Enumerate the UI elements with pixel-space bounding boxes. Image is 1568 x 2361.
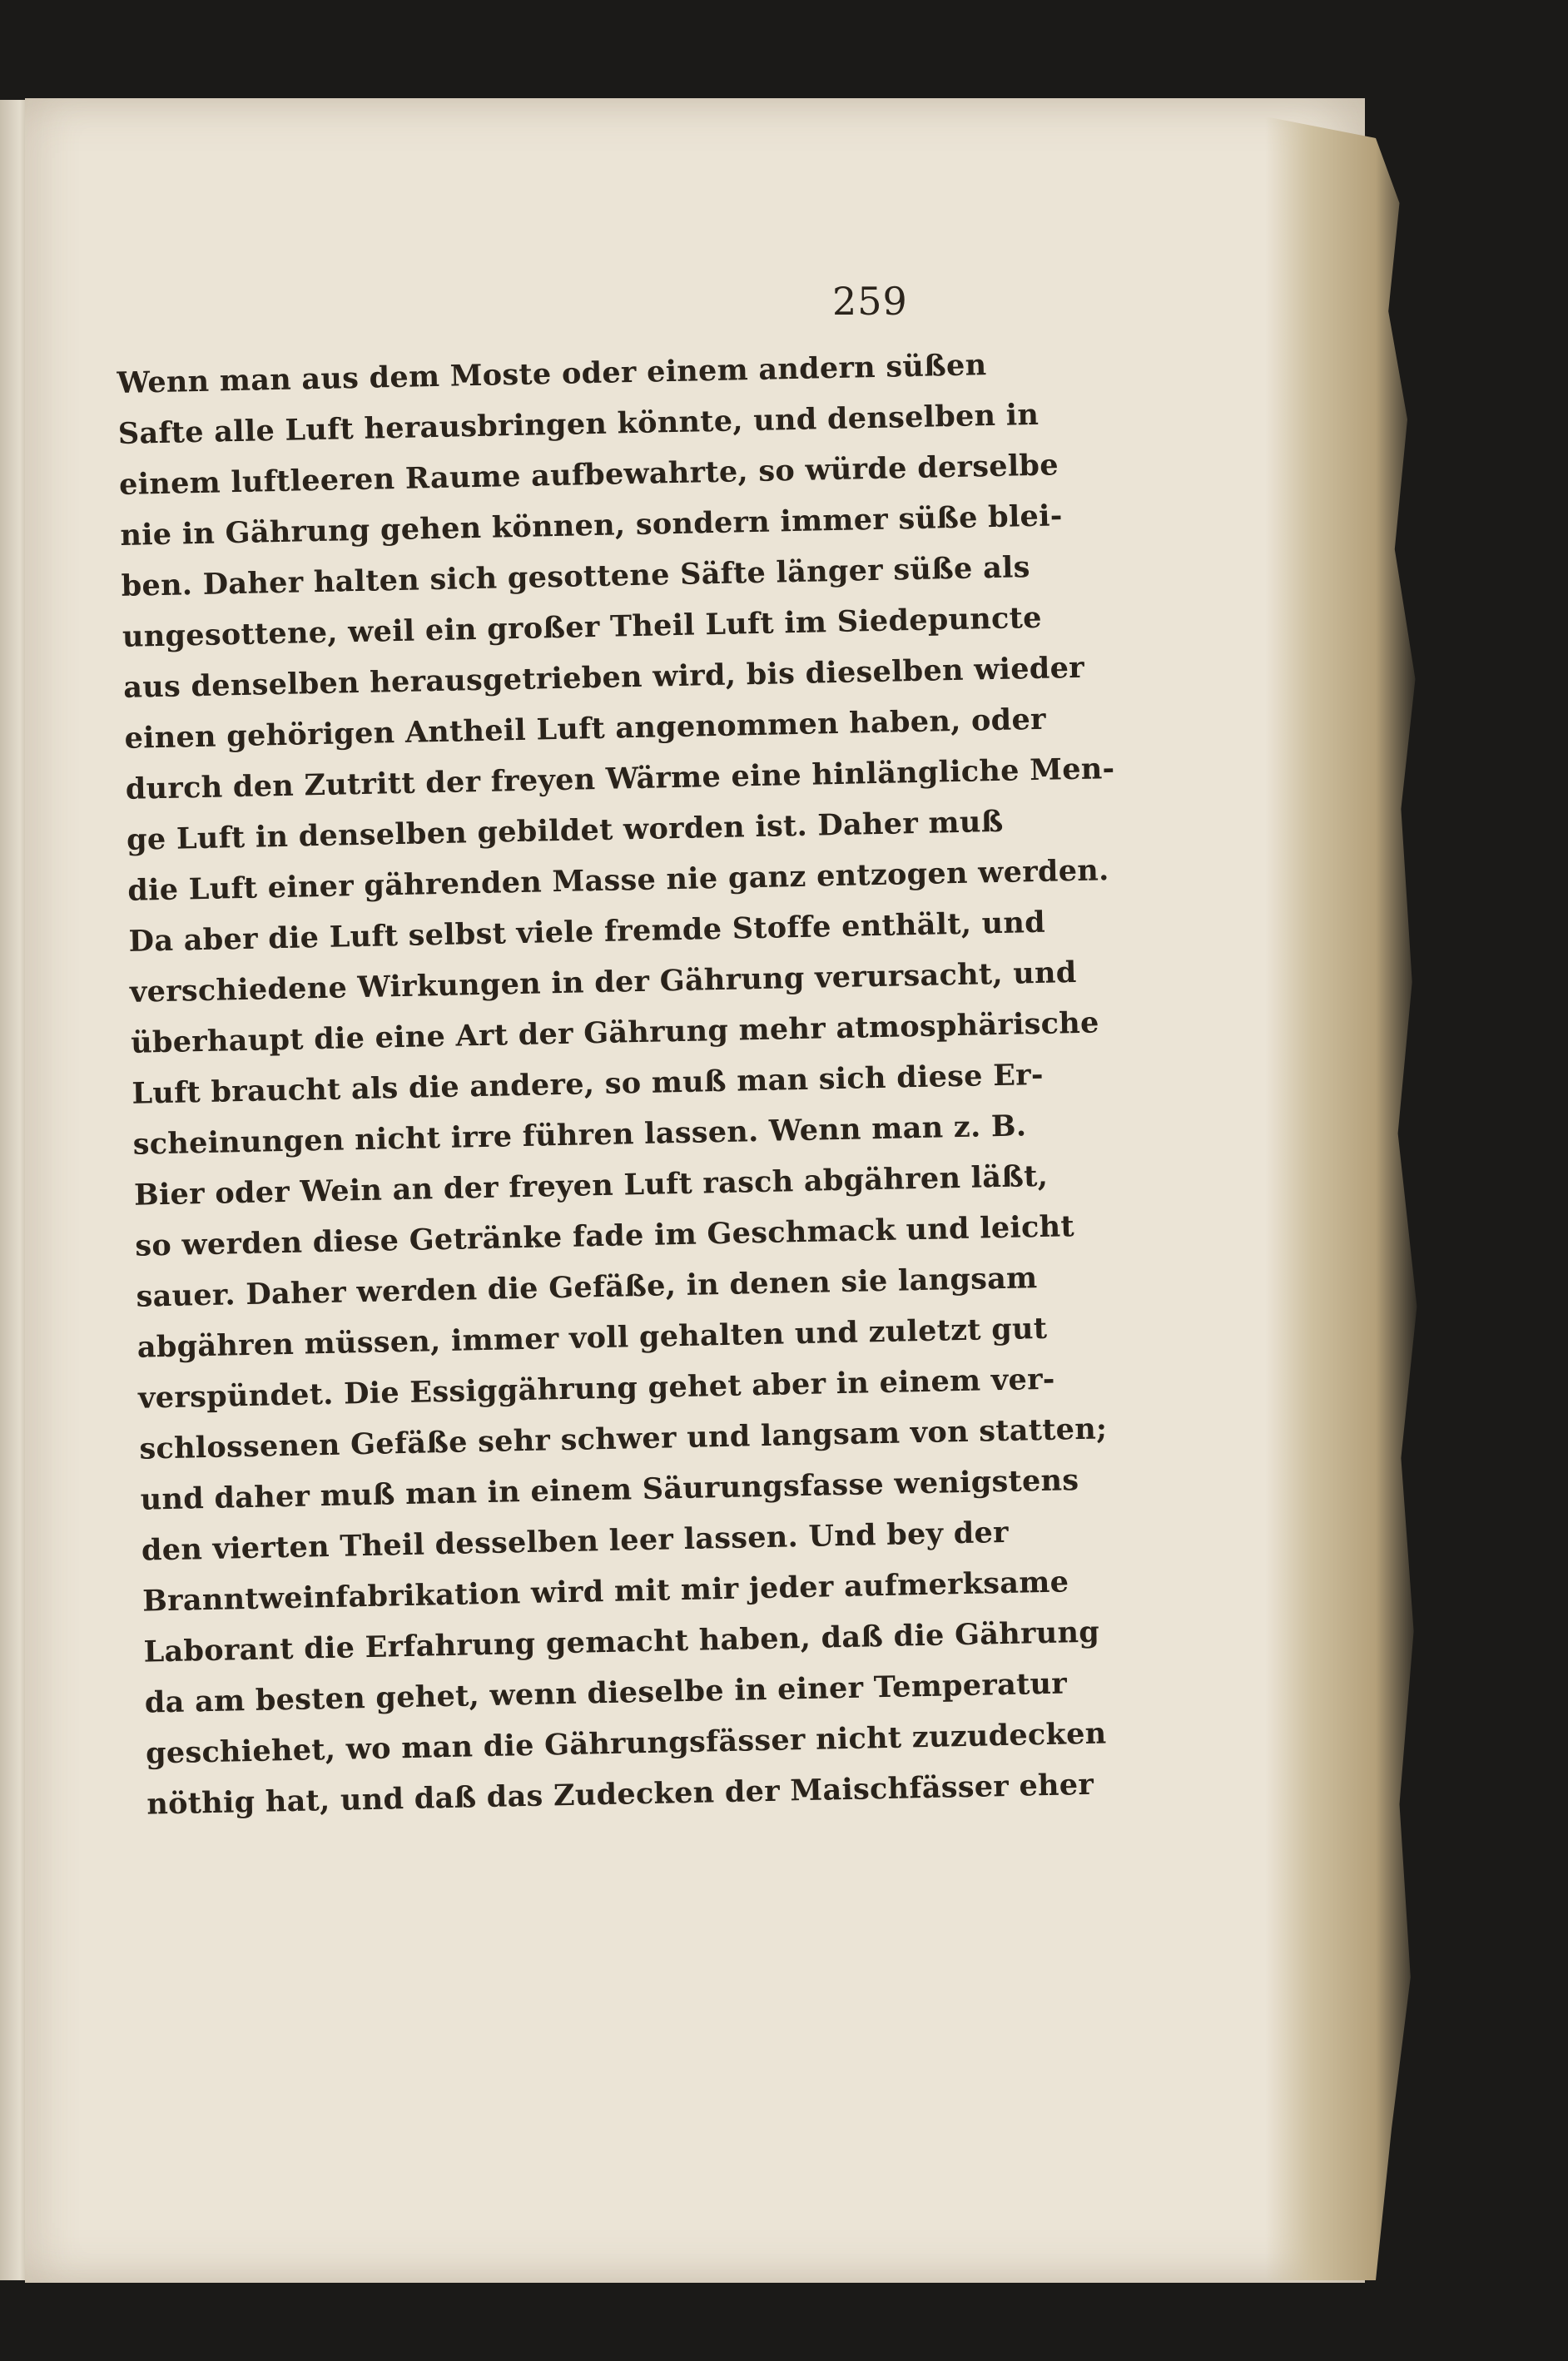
text-line: Wenn man aus dem Moste oder einem andern süßen [117, 348, 987, 400]
text-line: die Luft einer gährenden Masse nie ganz entzogen werden. [127, 853, 1109, 908]
text-line: sauer. Daher werden die Gefäße, in denen sie langsam [136, 1261, 1038, 1314]
text-line: und daher muß man in einem Säurungsfasse wenigstens [140, 1463, 1079, 1517]
text-line: verschiedene Wirkungen in der Gährung verursacht, und [129, 955, 1077, 1009]
text-line: Luft braucht als die andere, so muß man sich diese Er- [131, 1057, 1045, 1111]
text-line: geschiehet, wo man die Gährungsfässer nicht zuzudecken [145, 1716, 1107, 1771]
text-line: aus denselben herausgetrieben wird, bis dieselben wieder [122, 650, 1085, 705]
page-number: 259 [832, 279, 908, 324]
text-line: Safte alle Luft herausbringen könnte, und denselben in [117, 397, 1040, 451]
text-line: durch den Zutritt der freyen Wärme eine hinlängliche Men- [125, 751, 1115, 806]
text-line: einem luftleeren Raume aufbewahrte, so würde derselbe [118, 448, 1059, 502]
text-line: abgähren müssen, immer voll gehalten und zuletzt gut [136, 1311, 1048, 1365]
text-line: schlossenen Gefäße sehr schwer und langsam von statten; [139, 1411, 1108, 1466]
text-line: ungesottene, weil ein großer Theil Luft im Siedepuncte [122, 600, 1043, 654]
text-line: überhaupt die eine Art der Gährung mehr atmosphärische [130, 1005, 1100, 1060]
text-line: ge Luft in denselben gebildet worden ist. Daher muß [126, 804, 1004, 857]
text-line: so werden diese Getränke fade im Geschmack und leicht [134, 1209, 1075, 1263]
text-line: den vierten Theil desselben leer lassen. Und bey der [141, 1515, 1010, 1568]
text-line: Branntweinfabrikation wird mit mir jeder aufmerksame [141, 1565, 1069, 1619]
text-line: Bier oder Wein an der freyen Luft rasch abgähren läßt, [133, 1158, 1049, 1213]
text-line: nöthig hat, und daß das Zudecken der Maischfässer eher [146, 1767, 1094, 1822]
text-line: einen gehörigen Antheil Luft angenommen haben, oder [124, 702, 1047, 756]
body-text [117, 341, 1115, 1830]
text-line: ben. Daher halten sich gesottene Säfte länger süße als [121, 550, 1031, 603]
text-line: Laborant die Erfahrung gemacht haben, daß die Gährung [143, 1615, 1100, 1669]
text-line: da am besten gehet, wenn dieselbe in einer Temperatur [144, 1666, 1068, 1720]
text-line: Da aber die Luft selbst viele fremde Stoffe enthält, und [128, 905, 1046, 959]
text-line: verspündet. Die Essiggährung gehet aber in einem ver- [137, 1362, 1056, 1416]
torn-page-edge [1265, 117, 1423, 2280]
text-line: nie in Gährung gehen können, sondern immer süße blei- [120, 498, 1063, 553]
text-line: scheinungen nicht irre führen lassen. Wenn man z. B. [132, 1109, 1027, 1162]
